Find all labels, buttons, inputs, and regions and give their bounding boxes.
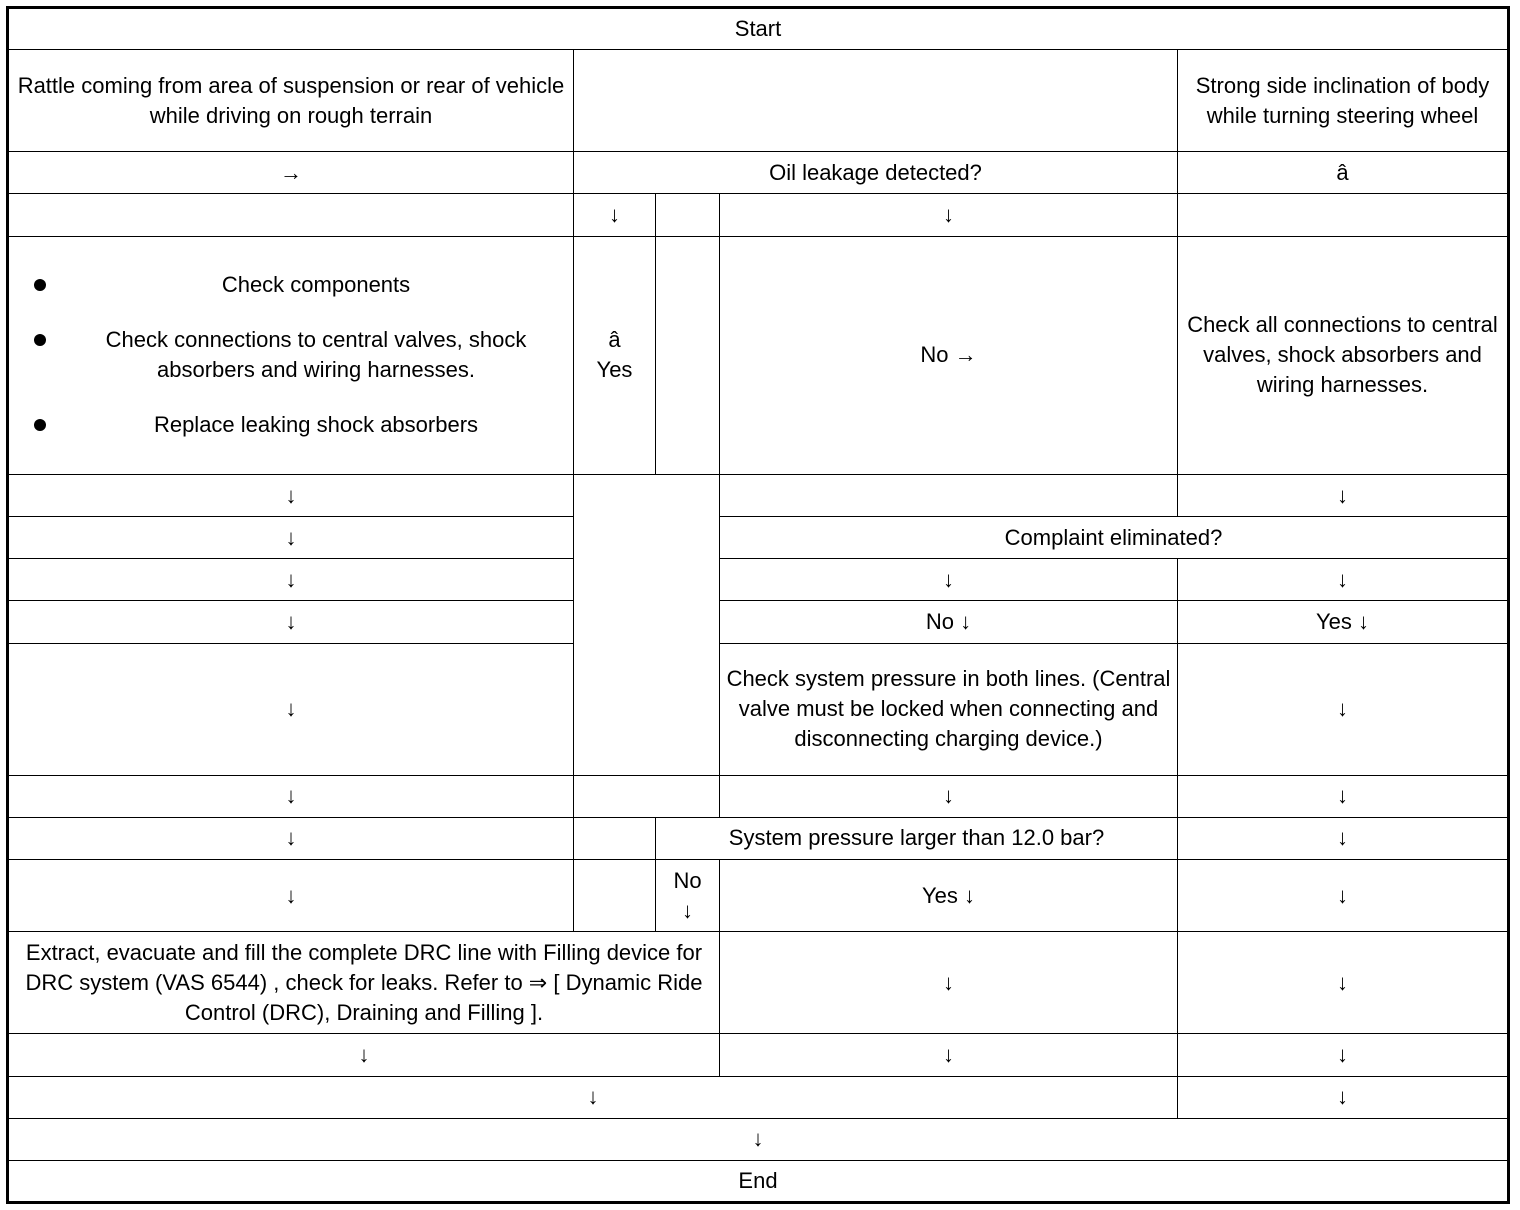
arrow-down-icon: ↓ [8,643,574,775]
check-item: Check connections to central valves, shock absorbers and wiring harnesses. [64,325,568,385]
arrow-down-icon: ↓ [1178,475,1509,517]
start-box: Start [8,8,1509,50]
no-branch [656,860,720,932]
arrow-down-icon: ↓ [1178,1034,1509,1076]
arrow-down-icon: ↓ [8,475,574,517]
empty-cell [656,194,720,236]
empty-cell [574,817,656,859]
yes-down-label: Yes ↓ [720,860,1178,932]
arrow-right-icon: → [8,152,574,194]
arrow-down-icon: ↓ [1178,775,1509,817]
arrow-down-icon: ↓ [720,1034,1178,1076]
arrow-down-icon: ↓ [1178,643,1509,775]
arrow-down-icon: ↓ [720,194,1178,236]
glyph-a-icon: â [1178,152,1509,194]
arrow-down-icon: ↓ [8,1118,1509,1160]
arrow-down-icon: ↓ [8,860,574,932]
arrow-down-icon: ↓ [8,1034,720,1076]
empty-cell [574,775,720,817]
empty-cell [574,475,720,776]
pressure-check: Check system pressure in both lines. (Central valve must be locked when connecting and disconnecting charging device.) [720,643,1178,775]
arrow-down-icon: ↓ [720,559,1178,601]
flowchart-table [6,6,1510,1204]
complaint-question: Complaint eliminated? [720,517,1509,559]
arrow-down-icon: ↓ [8,817,574,859]
no-right-label: No → [720,236,1178,475]
arrow-down-icon: ↓ [8,517,574,559]
check-item: Replace leaking shock absorbers [64,410,568,440]
left-check-list [8,236,574,475]
arrow-down-icon: ↓ [1178,860,1509,932]
arrow-down-icon: ↓ [8,775,574,817]
arrow-down-icon: ↓ [1178,1076,1509,1118]
arrow-down-icon: ↓ [1178,559,1509,601]
arrow-down-icon: ↓ [1178,817,1509,859]
empty-cell [8,194,574,236]
arrow-down-icon: ↓ [720,932,1178,1034]
no-label: No [673,867,702,893]
glyph-a-icon: â [608,327,621,353]
arrow-down-icon: ↓ [8,601,574,643]
arrow-down-icon: ↓ [8,1076,1178,1118]
empty-cell [1178,194,1509,236]
arrow-down-icon: ↓ [8,559,574,601]
right-check-connections: Check all connections to central valves, shock absorbers and wiring harnesses. [1178,236,1509,475]
right-symptom: Strong side inclination of body while turning steering wheel [1178,50,1509,152]
arrow-down-icon: ↓ [1178,932,1509,1034]
arrow-down-icon: ↓ [682,897,693,923]
yes-label: Yes [596,357,633,383]
arrow-down-icon: ↓ [720,775,1178,817]
empty-cell [656,236,720,475]
empty-cell [720,475,1178,517]
end-box: End [8,1160,1509,1202]
empty-cell [574,50,1178,152]
check-item: Check components [64,270,568,300]
yes-branch [574,236,656,475]
no-down-label: No ↓ [720,601,1178,643]
oil-leakage-question: Oil leakage detected? [574,152,1178,194]
arrow-down-icon: ↓ [574,194,656,236]
empty-cell [574,860,656,932]
left-symptom: Rattle coming from area of suspension or rear of vehicle while driving on rough terrain [8,50,574,152]
fill-instruction: Extract, evacuate and fill the complete DRC line with Filling device for DRC system (VAS 6544) , check for leaks. Refer to ⇒ [ Dynamic Ride Control (DRC), Draining and Filling ]. [8,932,720,1034]
pressure-question: System pressure larger than 12.0 bar? [656,817,1178,859]
yes-down-label: Yes ↓ [1178,601,1509,643]
